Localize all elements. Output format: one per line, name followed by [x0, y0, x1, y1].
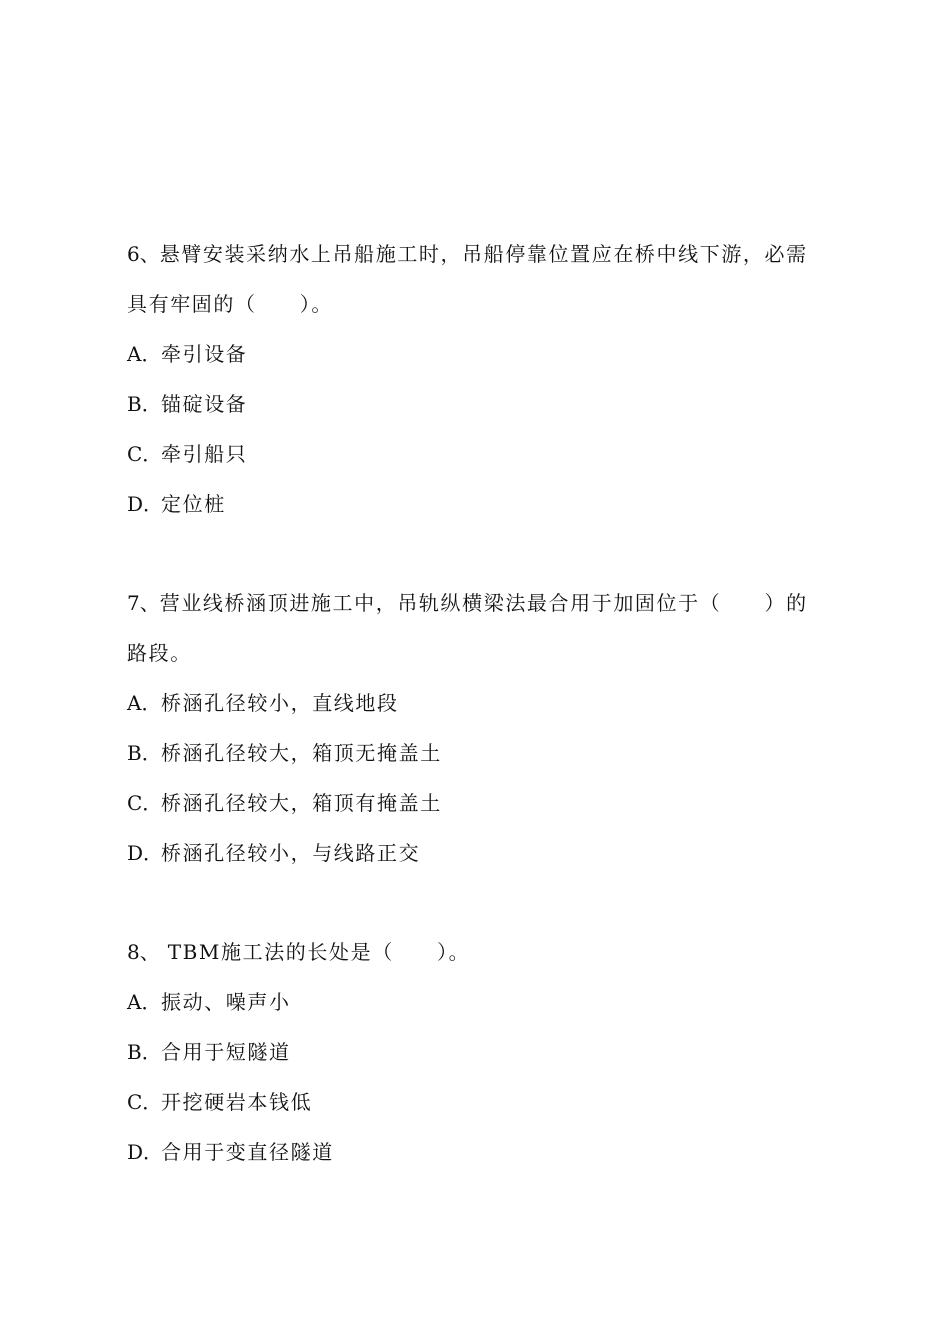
- option-label: A．: [127, 990, 162, 1014]
- option-text: 桥涵孔径较大，箱顶无掩盖土: [161, 741, 442, 765]
- question-8-option-d: [127, 1139, 837, 1165]
- option-text: 桥涵孔径较小，与线路正交: [161, 841, 421, 865]
- option-label: B．: [127, 741, 162, 765]
- question-6-number: 6、: [127, 242, 160, 266]
- option-label: D．: [127, 1140, 164, 1164]
- question-6-option-a: [127, 341, 837, 367]
- option-text: 锚碇设备: [161, 392, 248, 416]
- option-label: C．: [127, 1090, 163, 1114]
- question-8-option-c: [127, 1089, 837, 1115]
- option-label: B．: [127, 392, 162, 416]
- option-label: A．: [127, 691, 162, 715]
- option-text: 桥涵孔径较小，直线地段: [161, 691, 399, 715]
- option-label: C．: [127, 442, 163, 466]
- question-8-stem-line-1: [127, 939, 837, 965]
- question-6-stem-line-1: [127, 241, 837, 267]
- question-7-option-c: [127, 790, 837, 816]
- question-6-stem-text: 悬臂安装采纳水上吊船施工时，吊船停靠位置应在桥中线下游，必需: [159, 242, 808, 266]
- option-text: 开挖硬岩本钱低: [161, 1090, 313, 1114]
- question-7-stem-line-2: 路段。: [127, 641, 192, 665]
- option-label: C．: [127, 791, 163, 815]
- question-8-option-a: [127, 989, 837, 1015]
- question-6-option-d: [127, 491, 837, 517]
- question-7-option-d: [127, 840, 837, 866]
- option-text: 合用于短隧道: [161, 1040, 291, 1064]
- option-text: 振动、噪声小: [161, 990, 291, 1014]
- option-text: 合用于变直径隧道: [161, 1140, 334, 1164]
- option-text: 桥涵孔径较大，箱顶有掩盖土: [161, 791, 442, 815]
- option-text: 定位桩: [161, 492, 226, 516]
- option-label: D．: [127, 841, 164, 865]
- option-label: D．: [127, 492, 164, 516]
- question-8-number: 8、: [127, 940, 160, 964]
- option-text: 牵引设备: [161, 342, 248, 366]
- option-text: 牵引船只: [161, 442, 248, 466]
- option-label: A．: [127, 342, 162, 366]
- question-7-stem-line-1: [127, 590, 837, 616]
- question-6-option-b: [127, 391, 837, 417]
- question-8-stem-text: TBM施工法的长处是（ ）。: [159, 940, 471, 964]
- option-label: B．: [127, 1040, 162, 1064]
- question-6-option-c: [127, 441, 837, 467]
- question-7-option-b: [127, 740, 837, 766]
- question-7-number: 7、: [127, 591, 160, 615]
- question-8-option-b: [127, 1039, 837, 1065]
- question-6-stem-line-2: 具有牢固的（ ）。: [127, 292, 333, 316]
- question-7-option-a: [127, 690, 837, 716]
- question-7-stem-text: 营业线桥涵顶进施工中，吊轨纵横梁法最合用于加固位于（ ）的: [159, 591, 808, 615]
